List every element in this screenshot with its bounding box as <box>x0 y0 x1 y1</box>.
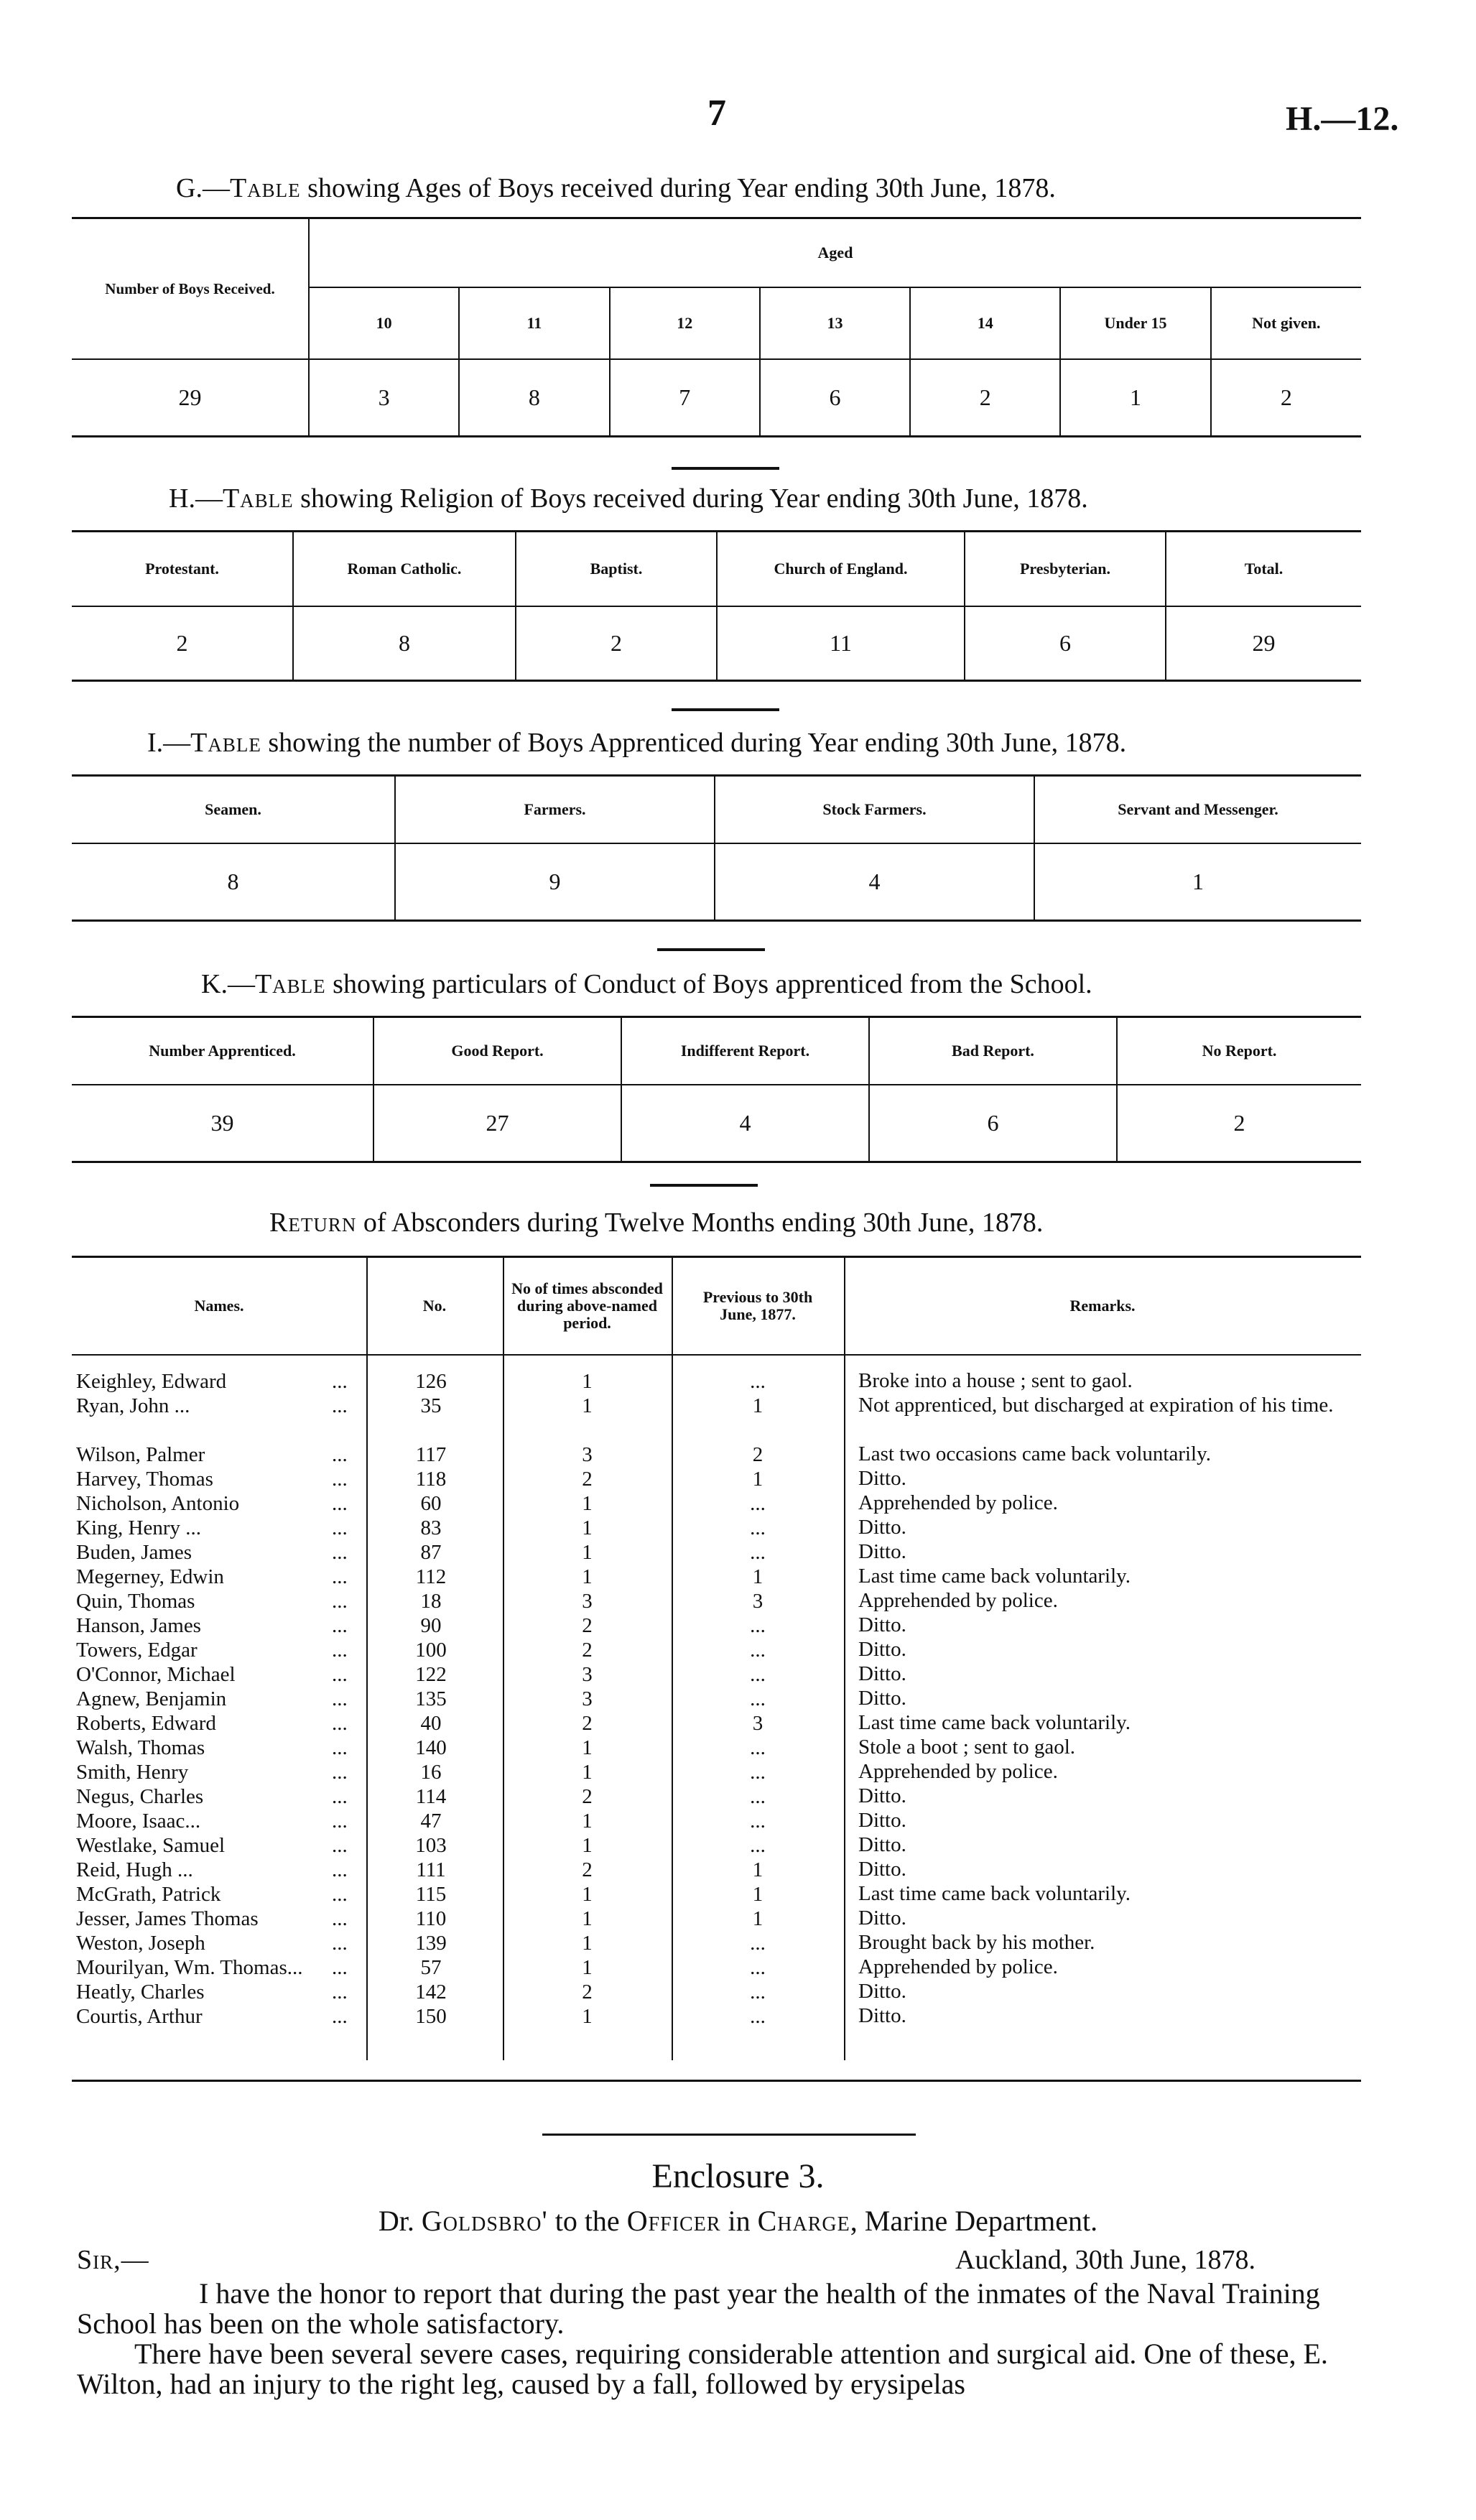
remarks-text: Last time came back voluntarily. <box>858 1882 1131 1905</box>
table-row <box>72 1760 1361 1784</box>
absconder-name: Reid, Hugh ... <box>76 1858 193 1881</box>
previous-count: 3 <box>752 1590 763 1613</box>
absconder-name: Megerney, Edwin <box>76 1565 224 1588</box>
absconders-caption: Return of Absconders during Twelve Months ending 30th June, 1878. <box>269 1208 1044 1238</box>
table-row <box>72 1662 1361 1687</box>
absconder-name: Quin, Thomas <box>76 1590 195 1613</box>
absconder-number: 83 <box>420 1516 442 1539</box>
table-cell: 27 <box>373 1085 621 1162</box>
col-previous: Previous to 30th June, 1877. <box>702 1288 813 1323</box>
absconder-name: Buden, James <box>76 1541 192 1564</box>
page-number: 7 <box>707 93 726 134</box>
leader-dots: ... <box>332 1883 348 1906</box>
previous-count: ... <box>750 1639 766 1662</box>
leader-dots: ... <box>332 1858 348 1881</box>
previous-count: ... <box>750 1541 766 1564</box>
previous-count: ... <box>750 1516 766 1539</box>
times-absconded: 2 <box>582 1468 593 1491</box>
table-row <box>72 1085 1361 1162</box>
table-cell: 6 <box>760 359 910 437</box>
absconder-name: Hanson, James <box>76 1614 201 1637</box>
table-row <box>72 1638 1361 1662</box>
remarks-text: Brought back by his mother. <box>858 1931 1095 1954</box>
times-absconded: 1 <box>582 1810 593 1833</box>
previous-count: ... <box>750 1492 766 1515</box>
table-cell: 1 <box>1034 843 1361 921</box>
table-k <box>72 1016 1361 1163</box>
absconder-number: 140 <box>415 1736 447 1759</box>
absconder-name: Smith, Henry <box>76 1761 189 1784</box>
table-cell: 2 <box>1117 1085 1361 1162</box>
table-row <box>72 1467 1361 1491</box>
absconder-name: Negus, Charles <box>76 1785 204 1808</box>
section-divider <box>650 1184 758 1187</box>
table-h-caption: H.—Table showing Religion of Boys received during Year ending 30th June, 1878. <box>169 483 1088 514</box>
col-names: Names. <box>194 1297 244 1315</box>
absconder-number: 103 <box>415 1834 447 1857</box>
absconder-number: 60 <box>420 1492 442 1515</box>
previous-count: ... <box>750 1932 766 1955</box>
absconder-name: McGrath, Patrick <box>76 1883 221 1906</box>
absconder-name: Heatly, Charles <box>76 1981 205 2004</box>
table-cell: 1 <box>1060 359 1210 437</box>
table-cell: 8 <box>459 359 609 437</box>
times-absconded: 1 <box>582 1541 593 1564</box>
section-divider <box>672 708 779 711</box>
remarks-text: Stole a boot ; sent to gaol. <box>858 1736 1076 1759</box>
table-row <box>72 1980 1361 2004</box>
leader-dots: ... <box>332 1785 348 1808</box>
leader-dots: ... <box>332 1663 348 1686</box>
absconder-name: Roberts, Edward <box>76 1712 216 1735</box>
table-row <box>72 1784 1361 1809</box>
previous-count: 1 <box>752 1883 763 1906</box>
col-number-received: Number of Boys Received. <box>72 218 309 359</box>
absconder-name: O'Connor, Michael <box>76 1663 236 1686</box>
absconder-number: 150 <box>415 2005 447 2028</box>
leader-dots: ... <box>332 1639 348 1662</box>
leader-dots: ... <box>332 1712 348 1735</box>
col-roman-catholic: Roman Catholic. <box>293 532 516 606</box>
table-cell: 29 <box>1166 606 1361 681</box>
leader-dots: ... <box>332 1810 348 1833</box>
col-no: No. <box>422 1297 447 1315</box>
table-g-caption: G.—Table showing Ages of Boys received during Year ending 30th June, 1878. <box>176 173 1056 203</box>
col-good-report: Good Report. <box>373 1017 621 1085</box>
times-absconded: 3 <box>582 1590 593 1613</box>
leader-dots: ... <box>332 1516 348 1539</box>
absconder-number: 110 <box>415 1907 447 1930</box>
table-cell: 4 <box>621 1085 869 1162</box>
table-row <box>72 1540 1361 1565</box>
leader-dots: ... <box>332 1981 348 2004</box>
previous-count: ... <box>750 1956 766 1979</box>
absconder-name: Keighley, Edward <box>76 1370 227 1393</box>
times-absconded: 1 <box>582 1956 593 1979</box>
absconder-number: 16 <box>420 1761 442 1784</box>
section-divider <box>657 948 765 951</box>
section-divider <box>542 2134 916 2136</box>
col-stock-farmers: Stock Farmers. <box>715 776 1034 843</box>
col-age-12: 12 <box>610 287 760 359</box>
table-row <box>72 359 1361 437</box>
table-cell: 29 <box>178 384 202 410</box>
col-protestant: Protestant. <box>72 532 293 606</box>
leader-dots: ... <box>332 1565 348 1588</box>
times-absconded: 1 <box>582 1761 593 1784</box>
absconder-number: 90 <box>420 1614 442 1637</box>
leader-dots: ... <box>332 1956 348 1979</box>
table-cell: 2 <box>910 359 1060 437</box>
table-row <box>72 1955 1361 1980</box>
previous-count: 2 <box>752 1443 763 1466</box>
previous-count: 3 <box>752 1712 763 1735</box>
table-row <box>72 1711 1361 1736</box>
table-cell: 6 <box>965 606 1166 681</box>
remarks-text: Apprehended by police. <box>858 1760 1058 1783</box>
times-absconded: 1 <box>582 1932 593 1955</box>
leader-dots: ... <box>332 1614 348 1637</box>
times-absconded: 2 <box>582 1981 593 2004</box>
table-row <box>72 1809 1361 1833</box>
times-absconded: 1 <box>582 2005 593 2028</box>
remarks-text: Ditto. <box>858 1907 906 1930</box>
remarks-text: Apprehended by police. <box>858 1955 1058 1978</box>
remarks-text: Ditto. <box>858 1540 906 1563</box>
leader-dots: ... <box>332 1443 348 1466</box>
times-absconded: 2 <box>582 1639 593 1662</box>
col-age-under-15: Under 15 <box>1060 287 1210 359</box>
absconder-name: Westlake, Samuel <box>76 1834 226 1857</box>
previous-count: ... <box>750 1761 766 1784</box>
col-bad-report: Bad Report. <box>869 1017 1117 1085</box>
table-cell: 2 <box>516 606 717 681</box>
previous-count: ... <box>750 1981 766 2004</box>
previous-count: ... <box>750 1736 766 1759</box>
section-divider <box>672 467 779 470</box>
leader-dots: ... <box>332 1761 348 1784</box>
absconder-number: 18 <box>420 1590 442 1613</box>
absconder-number: 122 <box>415 1663 447 1686</box>
leader-dots: ... <box>332 1834 348 1857</box>
leader-dots: ... <box>332 1468 348 1491</box>
absconder-number: 111 <box>416 1858 446 1881</box>
absconder-number: 139 <box>415 1932 447 1955</box>
previous-count: ... <box>750 2005 766 2028</box>
col-times-absconded: No of times absconded during above-named period. <box>511 1279 663 1332</box>
previous-count: ... <box>750 1785 766 1808</box>
table-row <box>72 1491 1361 1516</box>
remarks-text: Broke into a house ; sent to gaol. <box>858 1369 1133 1392</box>
absconder-name: Ryan, John ... <box>76 1394 190 1417</box>
absconder-number: 35 <box>420 1394 442 1417</box>
remarks-text: Ditto. <box>858 1516 906 1539</box>
table-bottom-rule <box>72 2080 1361 2082</box>
table-row <box>72 1736 1361 1760</box>
table-cell: 7 <box>610 359 760 437</box>
remarks-text: Ditto. <box>858 1662 906 1685</box>
remarks-text: Last two occasions came back voluntarily. <box>858 1442 1211 1465</box>
table-g <box>72 217 1361 437</box>
times-absconded: 3 <box>582 1443 593 1466</box>
enclosure-title: Enclosure 3. <box>651 2157 825 2195</box>
absconder-number: 40 <box>420 1712 442 1735</box>
absconder-name: Courtis, Arthur <box>76 2005 203 2028</box>
letter-paragraph-1: I have the honor to report that during the past year the health of the inmates of the Naval Training School has been on the whole satisfactory. <box>77 2277 1320 2340</box>
table-cell: 3 <box>309 359 459 437</box>
previous-count: 1 <box>752 1907 763 1930</box>
leader-dots: ... <box>332 1907 348 1930</box>
remarks-text: Ditto. <box>858 2004 906 2027</box>
table-row <box>72 1931 1361 1955</box>
absconder-number: 126 <box>415 1370 447 1393</box>
times-absconded: 1 <box>582 1883 593 1906</box>
col-no-report: No Report. <box>1117 1017 1361 1085</box>
absconder-name: Harvey, Thomas <box>76 1468 213 1491</box>
table-row <box>72 1882 1361 1907</box>
absconder-number: 142 <box>415 1981 447 2004</box>
table-cell: 2 <box>1211 359 1361 437</box>
col-total: Total. <box>1166 532 1361 606</box>
remarks-text: Ditto. <box>858 1638 906 1661</box>
times-absconded: 1 <box>582 1394 593 1417</box>
times-absconded: 1 <box>582 1370 593 1393</box>
remarks-text: Ditto. <box>858 1980 906 2003</box>
place-date: Auckland, 30th June, 1878. <box>955 2245 1255 2275</box>
remarks-text: Ditto. <box>858 1858 906 1881</box>
col-baptist: Baptist. <box>516 532 717 606</box>
absconder-number: 87 <box>420 1541 442 1564</box>
col-servant-messenger: Servant and Messenger. <box>1034 776 1361 843</box>
absconder-number: 115 <box>415 1883 447 1906</box>
absconder-number: 114 <box>415 1785 447 1808</box>
remarks-text: Ditto. <box>858 1613 906 1636</box>
leader-dots: ... <box>332 1492 348 1515</box>
table-row <box>72 1442 1361 1467</box>
table-row <box>72 1369 1361 1394</box>
table-row <box>72 1394 1361 1442</box>
enclosure-subtitle: Dr. Goldsbro' to the Officer in Charge, Marine Department. <box>378 2205 1098 2237</box>
absconder-name: Nicholson, Antonio <box>76 1492 240 1515</box>
times-absconded: 1 <box>582 1565 593 1588</box>
times-absconded: 1 <box>582 1834 593 1857</box>
previous-count: ... <box>750 1810 766 1833</box>
col-seamen: Seamen. <box>72 776 395 843</box>
table-cell: 8 <box>293 606 516 681</box>
absconder-number: 135 <box>415 1687 447 1710</box>
table-row <box>72 1516 1361 1540</box>
absconder-name: Moore, Isaac... <box>76 1810 201 1833</box>
table-cell: 2 <box>176 629 188 656</box>
table-row <box>72 1589 1361 1613</box>
table-i <box>72 774 1361 922</box>
absconder-number: 47 <box>420 1810 442 1833</box>
table-cell: 39 <box>210 1109 234 1136</box>
times-absconded: 2 <box>582 1785 593 1808</box>
absconder-number: 57 <box>420 1956 442 1979</box>
table-cell: 9 <box>395 843 715 921</box>
previous-count: ... <box>750 1687 766 1710</box>
col-age-10: 10 <box>309 287 459 359</box>
absconders-rows <box>72 1369 1361 2029</box>
table-row <box>72 1907 1361 1931</box>
table-row <box>72 1687 1361 1711</box>
table-cell: 8 <box>227 868 239 894</box>
col-number-apprenticed: Number Apprenticed. <box>72 1017 373 1085</box>
times-absconded: 1 <box>582 1516 593 1539</box>
times-absconded: 2 <box>582 1614 593 1637</box>
col-presbyterian: Presbyterian. <box>965 532 1166 606</box>
table-row <box>72 1833 1361 1858</box>
absconder-number: 117 <box>415 1443 447 1466</box>
table-row <box>72 606 1361 681</box>
col-farmers: Farmers. <box>395 776 715 843</box>
leader-dots: ... <box>332 1932 348 1955</box>
leader-dots: ... <box>332 1687 348 1710</box>
remarks-text: Last time came back voluntarily. <box>858 1565 1131 1588</box>
times-absconded: 2 <box>582 1712 593 1735</box>
table-row <box>72 843 1361 921</box>
previous-count: ... <box>750 1834 766 1857</box>
absconder-name: Walsh, Thomas <box>76 1736 205 1759</box>
previous-count: 1 <box>752 1468 763 1491</box>
absconders-header <box>72 1256 1361 1356</box>
document-code: H.—12. <box>1286 100 1399 138</box>
absconder-number: 100 <box>415 1639 447 1662</box>
table-i-caption: I.—Table showing the number of Boys Apprenticed during Year ending 30th June, 1878. <box>147 728 1127 758</box>
col-church-of-england: Church of England. <box>717 532 965 606</box>
remarks-text: Last time came back voluntarily. <box>858 1711 1131 1734</box>
remarks-text: Not apprenticed, but discharged at expiration of his time. <box>858 1394 1334 1417</box>
absconder-name: Mourilyan, Wm. Thomas... <box>76 1956 303 1979</box>
table-k-caption: K.—Table showing particulars of Conduct of Boys apprenticed from the School. <box>201 969 1092 999</box>
table-cell: 6 <box>869 1085 1117 1162</box>
absconder-name: Wilson, Palmer <box>76 1443 205 1466</box>
col-age-13: 13 <box>760 287 910 359</box>
times-absconded: 1 <box>582 1492 593 1515</box>
col-age-14: 14 <box>910 287 1060 359</box>
remarks-text: Apprehended by police. <box>858 1589 1058 1612</box>
absconder-number: 118 <box>415 1468 447 1491</box>
times-absconded: 1 <box>582 1736 593 1759</box>
table-row <box>72 1613 1361 1638</box>
table-row <box>72 2004 1361 2029</box>
times-absconded: 2 <box>582 1858 593 1881</box>
leader-dots: ... <box>332 1370 348 1393</box>
previous-count: ... <box>750 1663 766 1686</box>
remarks-text: Ditto. <box>858 1467 906 1490</box>
absconder-name: Weston, Joseph <box>76 1932 205 1955</box>
remarks-text: Apprehended by police. <box>858 1491 1058 1514</box>
leader-dots: ... <box>332 1394 348 1417</box>
table-cell: 4 <box>715 843 1034 921</box>
leader-dots: ... <box>332 1590 348 1613</box>
remarks-text: Ditto. <box>858 1809 906 1832</box>
col-group-aged: Aged <box>309 218 1361 287</box>
previous-count: 1 <box>752 1565 763 1588</box>
times-absconded: 1 <box>582 1907 593 1930</box>
table-row <box>72 1565 1361 1589</box>
col-age-not-given: Not given. <box>1211 287 1361 359</box>
leader-dots: ... <box>332 1541 348 1564</box>
absconder-number: 112 <box>415 1565 447 1588</box>
absconder-name: Agnew, Benjamin <box>76 1687 227 1710</box>
table-row <box>72 1858 1361 1882</box>
col-remarks: Remarks. <box>1069 1297 1136 1315</box>
leader-dots: ... <box>332 1736 348 1759</box>
col-indifferent-report: Indifferent Report. <box>621 1017 869 1085</box>
previous-count: 1 <box>752 1394 763 1417</box>
leader-dots: ... <box>332 2005 348 2028</box>
salutation: Sir,— <box>77 2245 149 2275</box>
table-h <box>72 530 1361 682</box>
remarks-text: Ditto. <box>858 1687 906 1710</box>
times-absconded: 3 <box>582 1663 593 1686</box>
times-absconded: 3 <box>582 1687 593 1710</box>
col-age-11: 11 <box>459 287 609 359</box>
letter-paragraph-2: There have been several severe cases, requiring considerable attention and surgical aid. One of these, E. Wilton, had an injury to the right leg, caused by a fall, followed by erysipelas <box>77 2338 1328 2400</box>
remarks-text: Ditto. <box>858 1833 906 1856</box>
remarks-text: Ditto. <box>858 1784 906 1807</box>
absconder-name: Jesser, James Thomas <box>76 1907 259 1930</box>
table-cell: 11 <box>717 606 965 681</box>
previous-count: 1 <box>752 1858 763 1881</box>
previous-count: ... <box>750 1370 766 1393</box>
previous-count: ... <box>750 1614 766 1637</box>
absconder-name: Towers, Edgar <box>76 1639 198 1662</box>
absconder-name: King, Henry ... <box>76 1516 201 1539</box>
